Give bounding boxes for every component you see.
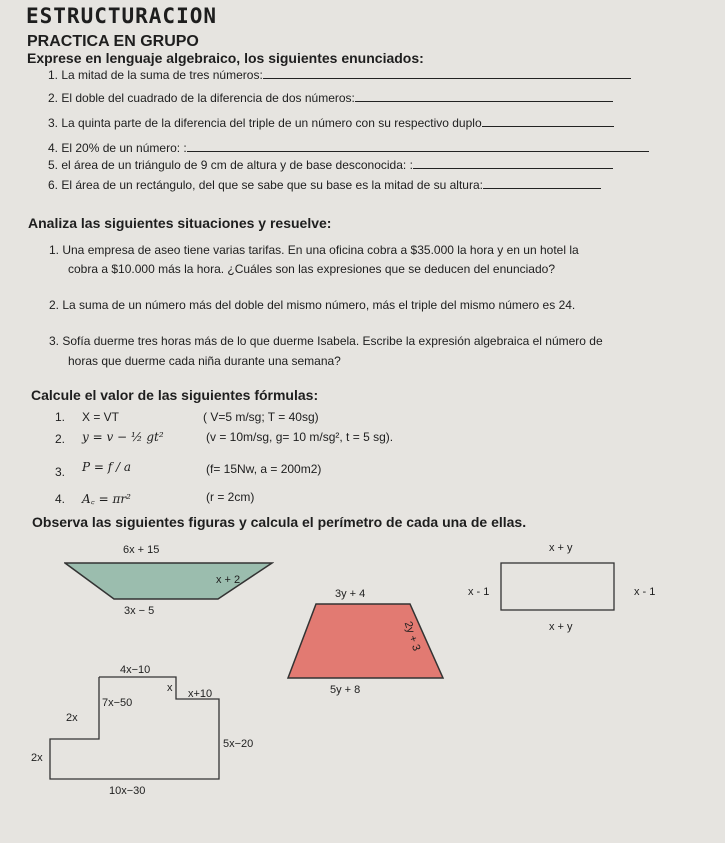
trapezoid-figure <box>286 602 446 680</box>
parallelogram-shape <box>65 563 272 599</box>
stepped-bottom-label: 10x−30 <box>109 785 146 797</box>
stepped-x-label: x <box>167 682 173 694</box>
answer-blank-3[interactable] <box>482 114 614 127</box>
trapezoid-side-label: 2y + 3 <box>401 620 423 653</box>
page-title: ESTRUCTURACION <box>26 4 218 28</box>
exercise-item-3-text: 3. La quinta parte de la diferencia del triple de un número con su respectivo duplo <box>48 116 482 130</box>
formula-row-1-formula: X = VT <box>82 410 120 424</box>
stepped-step-top-label: x+10 <box>188 688 213 700</box>
page-subtitle: PRACTICA EN GRUPO <box>27 33 199 50</box>
section3-heading: Calcule el valor de las siguientes fórmulas: <box>31 387 319 403</box>
rectangle-left-label: x - 1 <box>468 586 490 598</box>
answer-blank-1[interactable] <box>263 66 631 79</box>
problem-3-line2: horas que duerme cada niña durante una semana? <box>68 354 341 368</box>
exercise-item-5 <box>48 156 613 172</box>
formula-row-3-formula: P = f / a <box>82 460 132 474</box>
section1-heading: Exprese en lenguaje algebraico, los siguientes enunciados: <box>27 50 424 66</box>
answer-blank-5[interactable] <box>413 156 613 169</box>
rectangle-shape <box>501 563 614 610</box>
formula-row-3-values: (f= 15Nw, a = 200m2) <box>206 462 322 476</box>
rectangle-figure <box>500 562 616 612</box>
formula-row-1-values: ( V=5 m/sg; T = 40sg) <box>203 410 319 424</box>
stepped-left-upper-label: 7x−50 <box>102 697 133 709</box>
section2-heading: Analiza las siguientes situaciones y resuelve: <box>28 215 332 231</box>
formula-row-4-values: (r = 2cm) <box>206 490 255 504</box>
rectangle-right-label: x - 1 <box>634 586 656 598</box>
exercise-item-4 <box>48 139 649 155</box>
answer-blank-4[interactable] <box>187 139 649 152</box>
formula-row-1-num: 1. <box>55 410 66 424</box>
exercise-item-1 <box>48 66 631 82</box>
trapezoid-top-label: 3y + 4 <box>335 588 366 600</box>
trapezoid-bottom-label: 5y + 8 <box>330 684 361 696</box>
exercise-item-5-text: 5. el área de un triángulo de 9 cm de altura y de base desconocida: : <box>48 158 413 172</box>
parallelogram-top-label: 6x + 15 <box>123 544 160 556</box>
parallelogram-side-label: x + 2 <box>216 574 241 586</box>
parallelogram-bottom-label: 3x − 5 <box>124 605 155 617</box>
exercise-item-2 <box>48 89 613 105</box>
rectangle-top-label: x + y <box>549 542 573 554</box>
problem-1-line1: 1. Una empresa de aseo tiene varias tarifas. En una oficina cobra a $35.000 la hora y en un hotel la <box>49 243 579 257</box>
exercise-item-2-text: 2. El doble del cuadrado de la diferencia de dos números: <box>48 91 355 105</box>
exercise-item-1-text: 1. La mitad de la suma de tres números: <box>48 68 263 82</box>
exercise-item-3 <box>48 114 614 130</box>
formula-row-4-formula: A꜀ = πr² <box>82 492 131 506</box>
answer-blank-2[interactable] <box>355 89 613 102</box>
answer-blank-6[interactable] <box>483 176 601 189</box>
problem-1-line2: cobra a $10.000 más la hora. ¿Cuáles son las expresiones que se deducen del enunciado? <box>68 262 555 276</box>
formula-row-2-num: 2. <box>55 432 66 446</box>
formula-row-4-num: 4. <box>55 492 66 506</box>
stepped-right-label: 5x−20 <box>223 738 254 750</box>
exercise-item-4-text: 4. El 20% de un número: : <box>48 141 187 155</box>
stepped-ledge-label: 2x <box>66 712 78 724</box>
stepped-top-label: 4x−10 <box>120 664 151 676</box>
rectangle-bottom-label: x + y <box>549 621 573 633</box>
exercise-item-6-text: 6. El área de un rectángulo, del que se sabe que su base es la mitad de su altura: <box>48 178 483 192</box>
problem-3-line1: 3. Sofía duerme tres horas más de lo que duerme Isabela. Escribe la expresión algebraica el número de <box>49 334 603 348</box>
formula-row-2-values: (v = 10m/sg, g= 10 m/sg², t = 5 sg). <box>206 430 394 444</box>
section4-heading: Observa las siguientes figuras y calcula el perímetro de cada una de ellas. <box>32 514 527 530</box>
problem-2: 2. La suma de un número más del doble del mismo número, más el triple del mismo número es 24. <box>49 298 576 312</box>
formula-row-2-formula: y = v − ½ gt² <box>82 430 164 444</box>
parallelogram-figure <box>64 561 274 601</box>
exercise-item-6 <box>48 176 601 192</box>
formula-row-3-num: 3. <box>55 465 66 479</box>
stepped-left-lower-label: 2x <box>31 752 43 764</box>
